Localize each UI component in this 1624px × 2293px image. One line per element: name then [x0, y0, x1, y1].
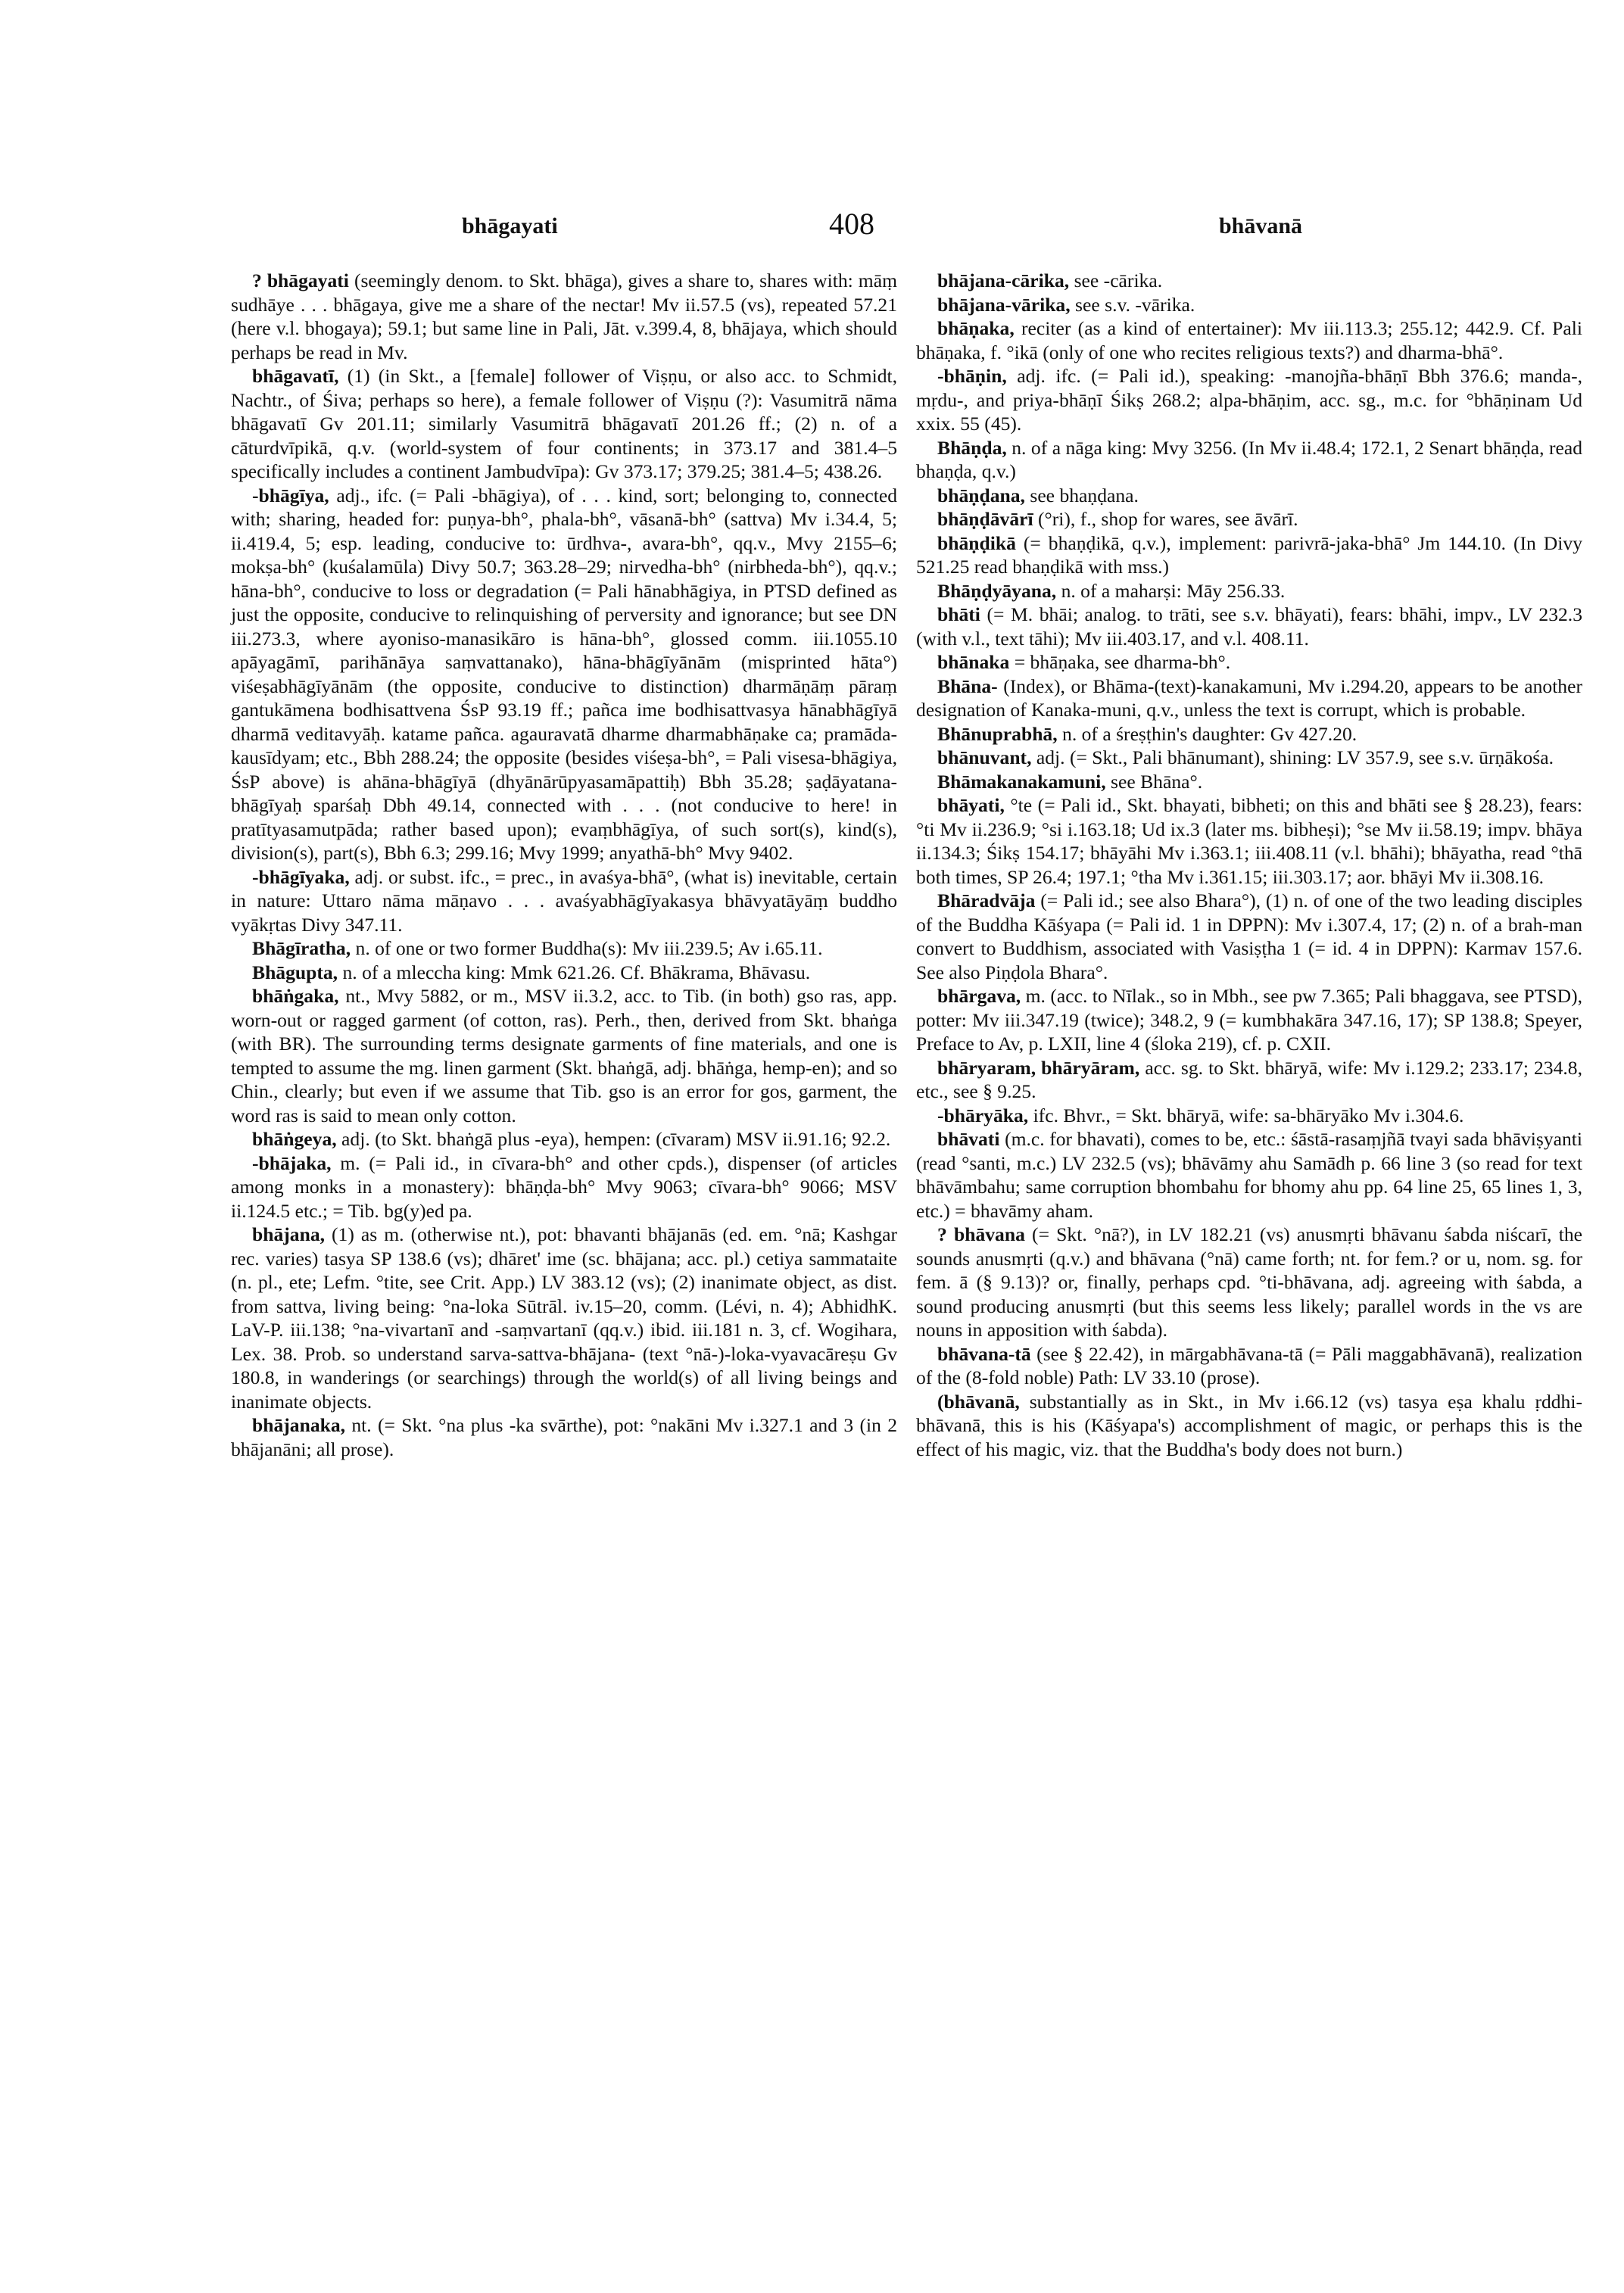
entry-definition: ifc. Bhvr., = Skt. bhāryā, wife: sa-bhāryāko Mv i.304.6. — [1028, 1104, 1464, 1126]
dictionary-entry — [231, 961, 897, 985]
dictionary-entry — [916, 603, 1582, 650]
entry-headword: bhāti — [937, 603, 980, 625]
right-guide-word: bhāvanā — [1219, 213, 1303, 238]
entry-definition: n. of a nāga king: Mvy 3256. (In Mv ii.48.4; 172.1, 2 Senart bhāṇḍa, read bhaṇḍa, q.v.) — [916, 436, 1582, 482]
entry-headword: bhājana-cārika, — [937, 269, 1070, 291]
entry-headword: -bhājaka, — [252, 1151, 332, 1174]
entry-definition: see bhaṇḍana. — [1024, 484, 1139, 506]
entry-definition: n. of a mleccha king: Mmk 621.26. Cf. Bhākrama, Bhāvasu. — [338, 961, 811, 983]
entry-definition: (°ri), f., shop for wares, see āvārī. — [1033, 508, 1298, 530]
entry-definition: nt., Mvy 5882, or m., MSV ii.3.2, acc. to Tib. (in both) gso ras, app. worn-out or ragged garment (of cotton, ras). Perh., then, derived from Skt. bhaṅga (with BR). The surrounding terms designate garments of fine materials, and one is tempted to assume the mg. linen garment (Skt. bhaṅgā, adj. bhāṅga, hemp-en); and so Chin., clearly; but even if we assume that Tib. gso is an error for gos, garment, the word ras is said to mean only cotton. — [231, 985, 897, 1126]
entry-definition: see Bhāna°. — [1105, 770, 1203, 793]
entry-definition: adj., ifc. (= Pali -bhāgiya), of . . . kind, sort; belonging to, connected with; sharing, headed for: puṇya-bh°, phala-bh°, vāsanā-bh° (sattva) Mv i.34.4, 5; ii.419.4, 5; esp. leading, conducive to: ūrdhva-, avara-bh°, qq.v., Mvy 2155–6; mokṣa-bh° (kuśalamūla) Divy 50.7; 363.28–29; nirvedha-bh° (nirbheda-bh°), qq.v.; hāna-bh°, conducive to loss or degradation (= Pali hānabhāgiya, in PTSD defined as just the opposite, conducive to relinquishing of perversity and ignorance; but see DN iii.273.3, where ayoniso-manasikāro is hāna-bh°, glossed comm. iii.1055.10 apāyagāmī, parihānāya saṃvattanako), hāna-bhāgīyānām (misprinted hāta°) viśeṣabhāgīyānām (the opposite, conducive to distinction) dharmāṇāṃ pāraṃ gantukāmena bodhisattvena ŚsP 93.19 ff.; pañca ime bodhisattvasya hānabhāgīyā dharmā veditavyāḥ. katame pañca. agauravatā dharme dharmabhāṇake ca; pramāda-kausīdyam; etc., Bbh 288.24; the opposite (besides viśeṣa-bh°, = Pali visesa-bhāgiya, ŚsP above) is ahāna-bhāgīyā (dhyānārūpyasamāpattiḥ) Bbh 35.28; ṣaḍāyatana-bhāgīyaḥ sparśaḥ Dbh 49.14, connected with . . . (not conducive to here! in pratītyasamutpāda; rather based upon); evaṃbhāgīya, of such sort(s), kind(s), division(s), part(s), Bbh 6.3; 299.16; Mvy 1999; anyathā-bh° Mvy 9402. — [231, 484, 897, 864]
dictionary-entry — [916, 722, 1582, 746]
entry-headword: bhāṅgeya, — [252, 1128, 337, 1150]
entry-headword: Bhāradvāja — [937, 889, 1036, 911]
dictionary-entry — [231, 484, 897, 865]
dictionary-entry — [916, 984, 1582, 1056]
dictionary-entry — [231, 1413, 897, 1461]
dictionary-entry — [916, 293, 1582, 317]
entry-definition: (= bhaṇḍikā, q.v.), implement: parivrā-jaka-bhā° Jm 144.10. (In Divy 521.25 read bhaṇḍikā with mss.) — [916, 531, 1582, 578]
dictionary-entry — [916, 1127, 1582, 1223]
entry-headword: bhājana, — [252, 1223, 326, 1245]
entry-headword: Bhānuprabhā, — [937, 722, 1058, 745]
entry-definition: (= Skt. °nā?), in LV 182.21 (vs) anusmṛti bhāvanu śabda niścarī, the sounds anusmṛti (q.v.) and bhāvana (°nā) came forth; nt. for fem.? or u, nom. sg. for fem. ā (§ 9.13)? or, finally, perhaps cpd. °ti-bhāvana, adj. agreeing with śabda, a sound producing anusmṛti (but this seems less likely; parallel words in the vs are nouns in apposition with śabda). — [916, 1223, 1582, 1341]
left-column — [231, 269, 897, 1461]
entry-definition: see s.v. -vārika. — [1070, 293, 1195, 316]
entry-headword: Bhāmakanakamuni, — [937, 770, 1106, 793]
entry-definition: °te (= Pali id., Skt. bhayati, bibheti; on this and bhāti see § 28.23), fears: °ti Mv ii.236.9; °si i.163.18; Ud ix.3 (later ms. bibheṣi); °se Mv ii.58.19; impv. bhāya ii.134.3; Śikṣ 154.17; bhāyāhi Mv i.363.1; iii.408.11 (v.l. bhāhi); bhāyatha, read °thā both times, SP 26.4; 197.1; °tha Mv i.361.15; iii.303.17; aor. bhāyi Mv ii.308.16. — [916, 794, 1582, 888]
entry-headword: bhānuvant, — [937, 746, 1032, 768]
dictionary-entry — [231, 269, 897, 364]
entry-headword: bhājana-vārika, — [937, 293, 1071, 316]
entry-definition: n. of a maharṣi: Māy 256.33. — [1056, 579, 1286, 602]
dictionary-entry — [916, 675, 1582, 722]
entry-headword: ? bhāgayati — [252, 269, 349, 291]
entry-headword: bhāgavatī, — [252, 365, 339, 387]
entry-headword: Bhāgupta, — [252, 961, 338, 983]
entry-definition: see -cārika. — [1069, 269, 1163, 291]
entry-headword: bhāṅgaka, — [252, 985, 339, 1007]
entry-definition: adj. (= Skt., Pali bhānumant), shining: LV 357.9, see s.v. ūrṇākośa. — [1031, 746, 1554, 768]
entry-headword: bhānaka — [937, 651, 1010, 673]
dictionary-entry — [916, 889, 1582, 984]
entry-definition: (= Pali id.; see also Bhara°), (1) n. of one of the two leading disciples of the Buddha Kāśyapa (= Pali id. 1 in DPPN): Mv i.307.4, 17; (2) n. of a brah-man convert to Buddhism, associated with Vasiṣṭha 1 (= id. 4 in DPPN): Karmav 157.6. See also Piṇḍola Bhara°. — [916, 889, 1582, 983]
dictionary-entry — [231, 865, 897, 937]
entry-headword: bhāṇḍikā — [937, 531, 1016, 554]
entry-definition: (Index), or Bhāma-(text)-kanakamuni, Mv i.294.20, appears to be another designation of Kanaka-muni, q.v., unless the text is corrupt, which is probable. — [916, 675, 1582, 721]
dictionary-entry — [916, 770, 1582, 794]
dictionary-entry — [916, 1056, 1582, 1104]
entry-definition: reciter (as a kind of entertainer): Mv iii.113.3; 255.12; 442.9. Cf. Pali bhāṇaka, f. °ikā (only of one who recites religious texts?) and dharma-bhā°. — [916, 317, 1582, 363]
entry-definition: = bhāṇaka, see dharma-bh°. — [1009, 651, 1231, 673]
entry-headword: Bhāṇḍyāyana, — [937, 579, 1057, 602]
dictionary-entry — [231, 1223, 897, 1413]
entry-headword: -bhāgīyaka, — [252, 865, 350, 888]
entry-headword: bhāyati, — [937, 794, 1005, 816]
entry-definition: (see § 22.42), in mārgabhāvana-tā (= Pāli maggabhāvanā), realization of the (8-fold noble) Path: LV 33.10 (prose). — [916, 1342, 1582, 1388]
dictionary-entry — [231, 1151, 897, 1223]
entry-headword: ? bhāvana — [937, 1223, 1025, 1245]
dictionary-entry — [916, 1223, 1582, 1342]
dictionary-entry — [916, 1104, 1582, 1128]
entry-definition: n. of a śreṣṭhin's daughter: Gv 427.20. — [1057, 722, 1357, 745]
entry-definition: m. (= Pali id., in cīvara-bh° and other cpds.), dispenser (of articles among monks in a monastery): bhāṇḍa-bh° Mvy 9063; cīvara-bh° 9066; MSV ii.124.5 etc.; = Tib. bg(y)ed pa. — [231, 1151, 897, 1222]
entry-definition: (seemingly denom. to Skt. bhāga), gives a share to, shares with: māṃ sudhāye . . . bhāgaya, give me a share of the nectar! Mv ii.57.5 (vs), repeated 57.21 (here v.l. bhogaya); 59.1; but same line in Pali, Jāt. v.399.4, 8, bhājaya, which should perhaps be read in Mv. — [231, 269, 897, 363]
dictionary-entry — [916, 746, 1582, 770]
entry-definition: acc. sg. to Skt. bhāryā, wife: Mv i.129.2; 233.17; 234.8, etc., see § 9.25. — [916, 1056, 1582, 1102]
entry-headword: bhājanaka, — [252, 1414, 346, 1436]
entry-headword: bhārgava, — [937, 985, 1021, 1007]
dictionary-entry — [916, 364, 1582, 436]
entry-headword: bhāvati — [937, 1128, 1000, 1150]
entry-definition: n. of one or two former Buddha(s): Mv iii.239.5; Av i.65.11. — [351, 937, 823, 959]
entry-definition: (1) as m. (otherwise nt.), pot: bhavanti bhājanās (ed. em. °nā; Kashgar rec. varies) tasya SP 138.6 (vs); dhāret' ime (sc. bhājana; acc. pl.) cetiya sammataite (n. pl., ete; Lefm. °tite, see Crit. App.) LV 383.12 (vs); (2) inanimate object, as dist. from sattva, living being: °na-loka Sūtrāl. iv.15–20, comm. (Lévi, n. 4); AbhidhK. LaV-P. iii.138; °na-vivartanī and -saṃvartanī (qq.v.) ibid. iii.181 n. 3, cf. Wogihara, Lex. 38. Prob. so understand sarva-sattva-bhājana- (text °nā-)-loka-vyavacāreṣu Gv 180.8, in wanderings (or searchings) through the world(s) of all living beings and inanimate objects. — [231, 1223, 897, 1413]
entry-headword: -bhāṇin, — [937, 365, 1007, 387]
entry-definition: m. (acc. to Nīlak., so in Mbh., see pw 7.365; Pali bhaggava, see PTSD), potter: Mv iii.347.19 (twice); 348.2, 9 (= kumbhakāra 347.16, 17); SP 138.8; Speyer, Preface to Av, p. LXII, line 4 (śloka 219), cf. p. CXII. — [916, 985, 1582, 1055]
entry-headword: bhāṇaka, — [937, 317, 1015, 339]
dictionary-entry — [231, 364, 897, 484]
dictionary-entry — [231, 936, 897, 961]
entry-headword: bhāvana-tā — [937, 1342, 1031, 1365]
page-number: 408 — [829, 207, 874, 241]
dictionary-entry — [916, 531, 1582, 579]
entry-headword: bhāryaram, bhāryāram, — [937, 1056, 1140, 1079]
entry-definition: adj. (to Skt. bhaṅgā plus -eya), hempen: (cīvaram) MSV ii.91.16; 92.2. — [336, 1128, 891, 1150]
entry-headword: Bhāṇḍa, — [937, 436, 1007, 459]
dictionary-entry — [916, 1342, 1582, 1390]
left-guide-word: bhāgayati — [462, 213, 558, 238]
dictionary-entry — [916, 507, 1582, 531]
right-column — [916, 269, 1582, 1461]
entry-definition: adj. or subst. ifc., = prec., in avaśya-bhā°, (what is) inevitable, certain in nature: Uttaro nāma māṇavo . . . avaśyabhāgīyakasya bhāvyatāyāṃ buddho vyākṛtas Divy 347.11. — [231, 865, 897, 936]
dictionary-entry — [231, 984, 897, 1127]
dictionary-entry — [916, 1390, 1582, 1462]
entry-definition: nt. (= Skt. °na plus -ka svārthe), pot: °nakāni Mv i.327.1 and 3 (in 2 bhājanāni; all prose). — [231, 1414, 897, 1460]
entry-definition: (1) (in Skt., a [female] follower of Viṣṇu, or also acc. to Schmidt, Nachtr., of Śiva; perhaps so here), a female follower of Viṣṇu (?): Vasumitrā nāma bhāgavatī Gv 201.11; similarly Vasumitrā bhāgavatī 201.26 ff.; (2) n. of a cāturdvīpikā, q.v. (world-system of four continents; in 373.17 and 381.4–5 specifically includes a continent Jambudvīpa): Gv 373.17; 379.25; 381.4–5; 438.26. — [231, 365, 897, 482]
entry-definition: (= M. bhāi; analog. to trāti, see s.v. bhāyati), fears: bhāhi, impv., LV 232.3 (with v.l., text tāhi); Mv iii.403.17, and v.l. 408.11. — [916, 603, 1582, 650]
entry-definition: adj. ifc. (= Pali id.), speaking: -manojña-bhāṇī Bbh 376.6; manda-, mṛdu-, and priya-bhāṇī Śikṣ 268.2; alpa-bhāṇim, acc. sg., m.c. for °bhāṇinam Ud xxix. 55 (45). — [916, 365, 1582, 435]
entry-headword: bhāṇḍāvārī — [937, 508, 1033, 530]
entry-headword: -bhāryāka, — [937, 1104, 1029, 1126]
dictionary-entry — [916, 650, 1582, 675]
entry-definition: (m.c. for bhavati), comes to be, etc.: śāstā-rasaṃjñā tvayi sada bhāviṣyanti (read °santi, m.c.) LV 232.5 (vs); bhāvāmy ahu Samādh p. 66 line 3 (so read for text bhāvāmbahu; same corruption bhombahu for bhomy ahu pp. 64 line 25, 65 lines 1, 3, etc.) = bhavāmy aham. — [916, 1128, 1582, 1222]
entry-headword: Bhāna- — [937, 675, 998, 697]
dictionary-entry — [916, 793, 1582, 889]
entry-headword: bhāṇḍana, — [937, 484, 1025, 506]
entry-headword: (bhāvanā, — [937, 1390, 1020, 1413]
dictionary-entry — [231, 1127, 897, 1151]
entry-headword: Bhāgīratha, — [252, 937, 351, 959]
dictionary-entry — [916, 579, 1582, 603]
dictionary-entry — [916, 316, 1582, 364]
entry-definition: substantially as in Skt., in Mv i.66.12 (vs) tasya eṣa khalu ṛddhi-bhāvanā, this is his (Kāśyapa's) accomplishment of magic, or perhaps this is the effect of his magic, viz. that the Buddha's body does not burn.) — [916, 1390, 1582, 1460]
dictionary-entry — [916, 484, 1582, 508]
dictionary-entry — [916, 269, 1582, 293]
entry-headword: -bhāgīya, — [252, 484, 329, 506]
dictionary-entry — [916, 436, 1582, 484]
